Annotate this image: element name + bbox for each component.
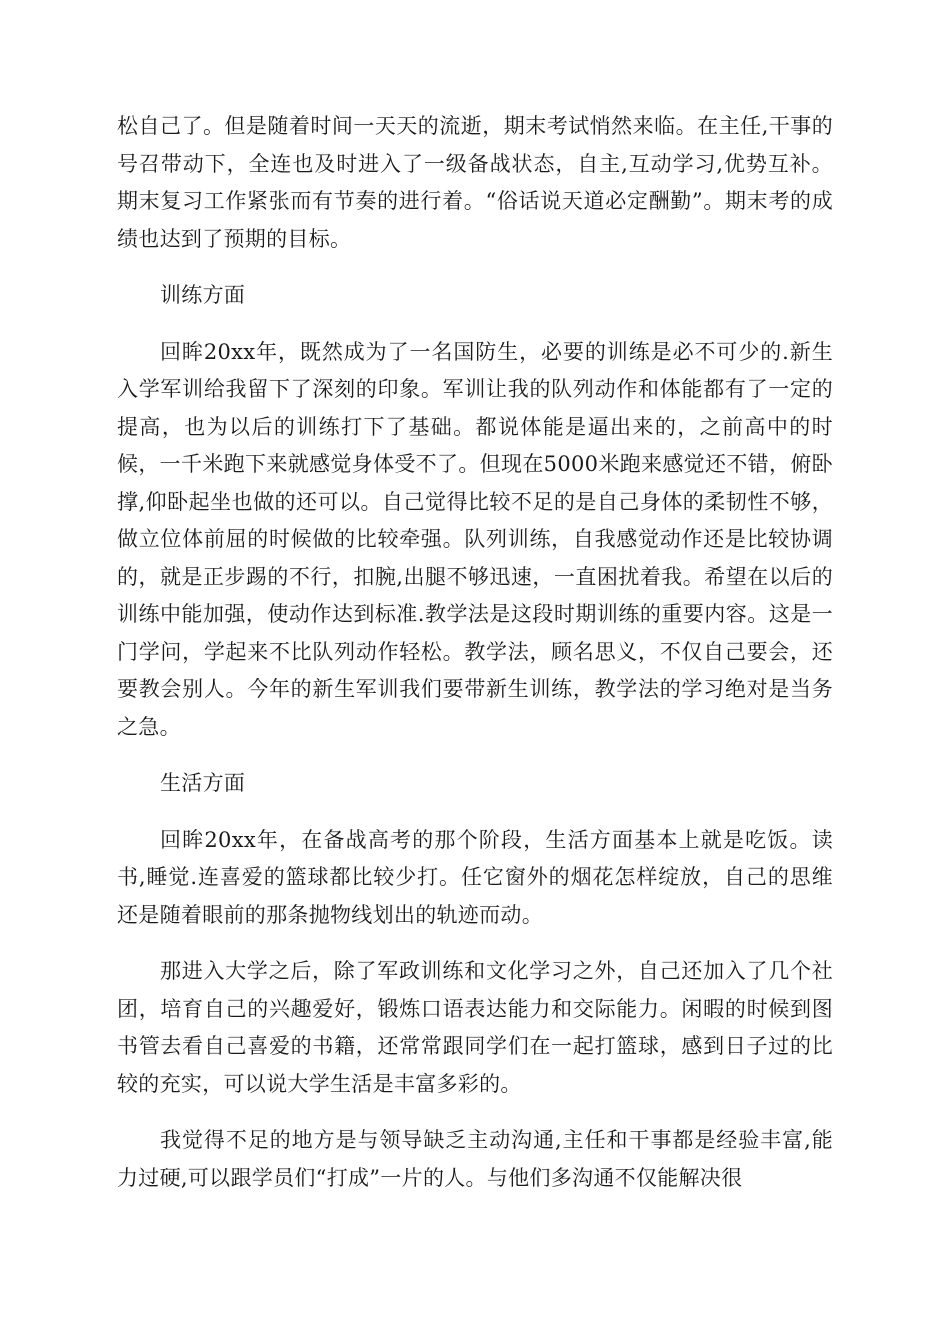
section-heading-training: 训练方面 (160, 283, 246, 307)
paragraph-life-university: 那进入大学之后，除了军政训练和文化学习之外，自己还加入了几个社团，培育自己的兴趣爱好，锻炼口语表达能力和交际能力。闲暇的时候到图书管去看自己喜爱的书籍，还常常跟同学们在一起打篮球，感到日子过的比较的充实，可以说大学生活是丰富多彩的。 (117, 959, 833, 1096)
document-body (117, 108, 833, 1216)
paragraph-exam-period: 松自己了。但是随着时间一天天的流逝，期末考试悄然来临。在主任,干事的号召带动下，全连也及时进入了一级备战状态，自主,互动学习,优势互补。期末复习工作紧张而有节奏的进行着。“俗话说天道必定酬勤”。期末考的成绩也达到了预期的目标。 (117, 114, 833, 251)
paragraph-training: 回眸20xx年，既然成为了一名国防生，必要的训练是必不可少的.新生入学军训给我留下了深刻的印象。军训让我的队列动作和体能都有了一定的提高，也为以后的训练打下了基础。都说体能是逼出来的，之前高中的时候，一千米跑下来就感觉身体受不了。但现在5000米跑来感觉还不错，俯卧撑,仰卧起坐也做的还可以。自己觉得比较不足的是自己身体的柔韧性不够，做立位体前屈的时候做的比较牵强。队列训练，自我感觉动作还是比较协调的，就是正步踢的不行，扣腕,出腿不够迅速，一直困扰着我。希望在以后的训练中能加强，使动作达到标准.教学法是这段时期训练的重要内容。这是一门学问，学起来不比队列动作轻松。教学法，顾名思义，不仅自己要会，还要教会别人。今年的新生军训我们要带新生训练，教学法的学习绝对是当务之急。 (117, 339, 833, 739)
section-heading-life: 生活方面 (160, 771, 246, 795)
paragraph-shortcomings: 我觉得不足的地方是与领导缺乏主动沟通,主任和干事都是经验丰富,能力过硬,可以跟学员们“打成”一片的人。与他们多沟通不仅能解决很 (117, 1128, 833, 1190)
paragraph-life-high-school: 回眸20xx年，在备战高考的那个阶段，生活方面基本上就是吃饭。读书,睡觉.连喜爱的篮球都比较少打。任它窗外的烟花怎样绽放，自己的思维还是随着眼前的那条抛物线划出的轨迹而动。 (117, 827, 833, 927)
